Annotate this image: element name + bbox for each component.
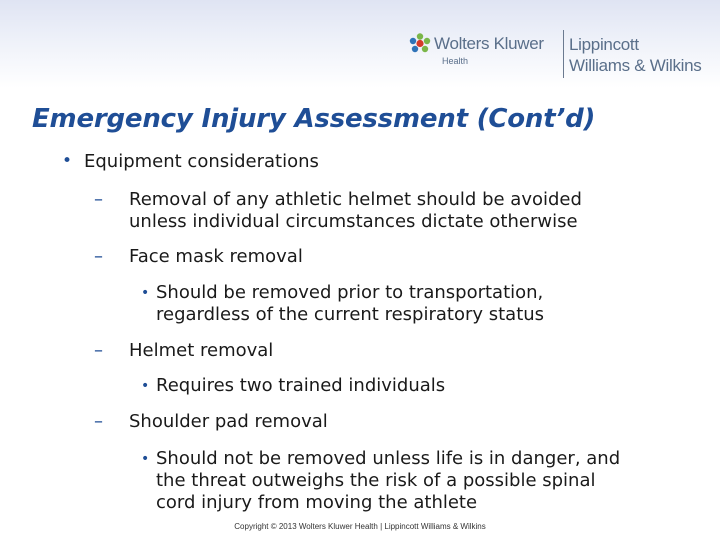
logo-imprint-line2: Williams & Wilkins <box>569 56 702 75</box>
bullet-text: Equipment considerations <box>84 151 319 172</box>
bullet-equipment-considerations <box>62 151 319 173</box>
bullet-helmet-removal <box>94 340 274 362</box>
dash-marker: – <box>94 189 103 210</box>
bullet-face-mask-removal <box>94 246 303 268</box>
dash-marker: – <box>94 246 103 267</box>
bullet-helmet-two-individuals <box>141 375 446 397</box>
logo-imprint-line1: Lippincott <box>569 35 639 54</box>
copyright-footer: Copyright © 2013 Wolters Kluwer Health | Lippincott Williams & Wilkins <box>234 522 486 531</box>
bullet-text-line: Removal of any athletic helmet should be avoided <box>129 189 582 210</box>
dash-marker: – <box>94 340 103 361</box>
bullet-text: Face mask removal <box>129 246 303 267</box>
logo-division: Health <box>442 56 469 66</box>
bullet-text: Helmet removal <box>129 340 274 361</box>
slide-title: Emergency Injury Assessment (Cont’d) <box>32 104 596 134</box>
bullet-text-line: unless individual circumstances dictate otherwise <box>129 211 578 232</box>
bullet-text-line: cord injury from moving the athlete <box>156 492 478 513</box>
dash-marker: – <box>94 411 103 432</box>
bullet-text-line: Should be removed prior to transportation, <box>156 282 544 303</box>
bullet-shoulder-pad-removal <box>94 411 328 433</box>
bullet-marker: • <box>141 378 150 394</box>
bullet-marker: • <box>141 451 150 467</box>
bullet-text-line: regardless of the current respiratory status <box>156 304 545 325</box>
bullet-marker: • <box>141 285 150 301</box>
bullet-marker: • <box>62 151 73 171</box>
bullet-text: Requires two trained individuals <box>156 375 446 396</box>
bullet-face-mask-timing <box>141 282 545 326</box>
bullet-helmet-removal-avoided <box>94 189 582 233</box>
bullet-text: Shoulder pad removal <box>129 411 328 432</box>
bullet-text-line: Should not be removed unless life is in danger, and <box>156 448 621 469</box>
logo-brand: Wolters Kluwer <box>434 34 544 53</box>
bullet-text-line: the threat outweighs the risk of a possible spinal <box>156 470 596 491</box>
bullet-shoulder-pad-conditions <box>141 448 621 514</box>
